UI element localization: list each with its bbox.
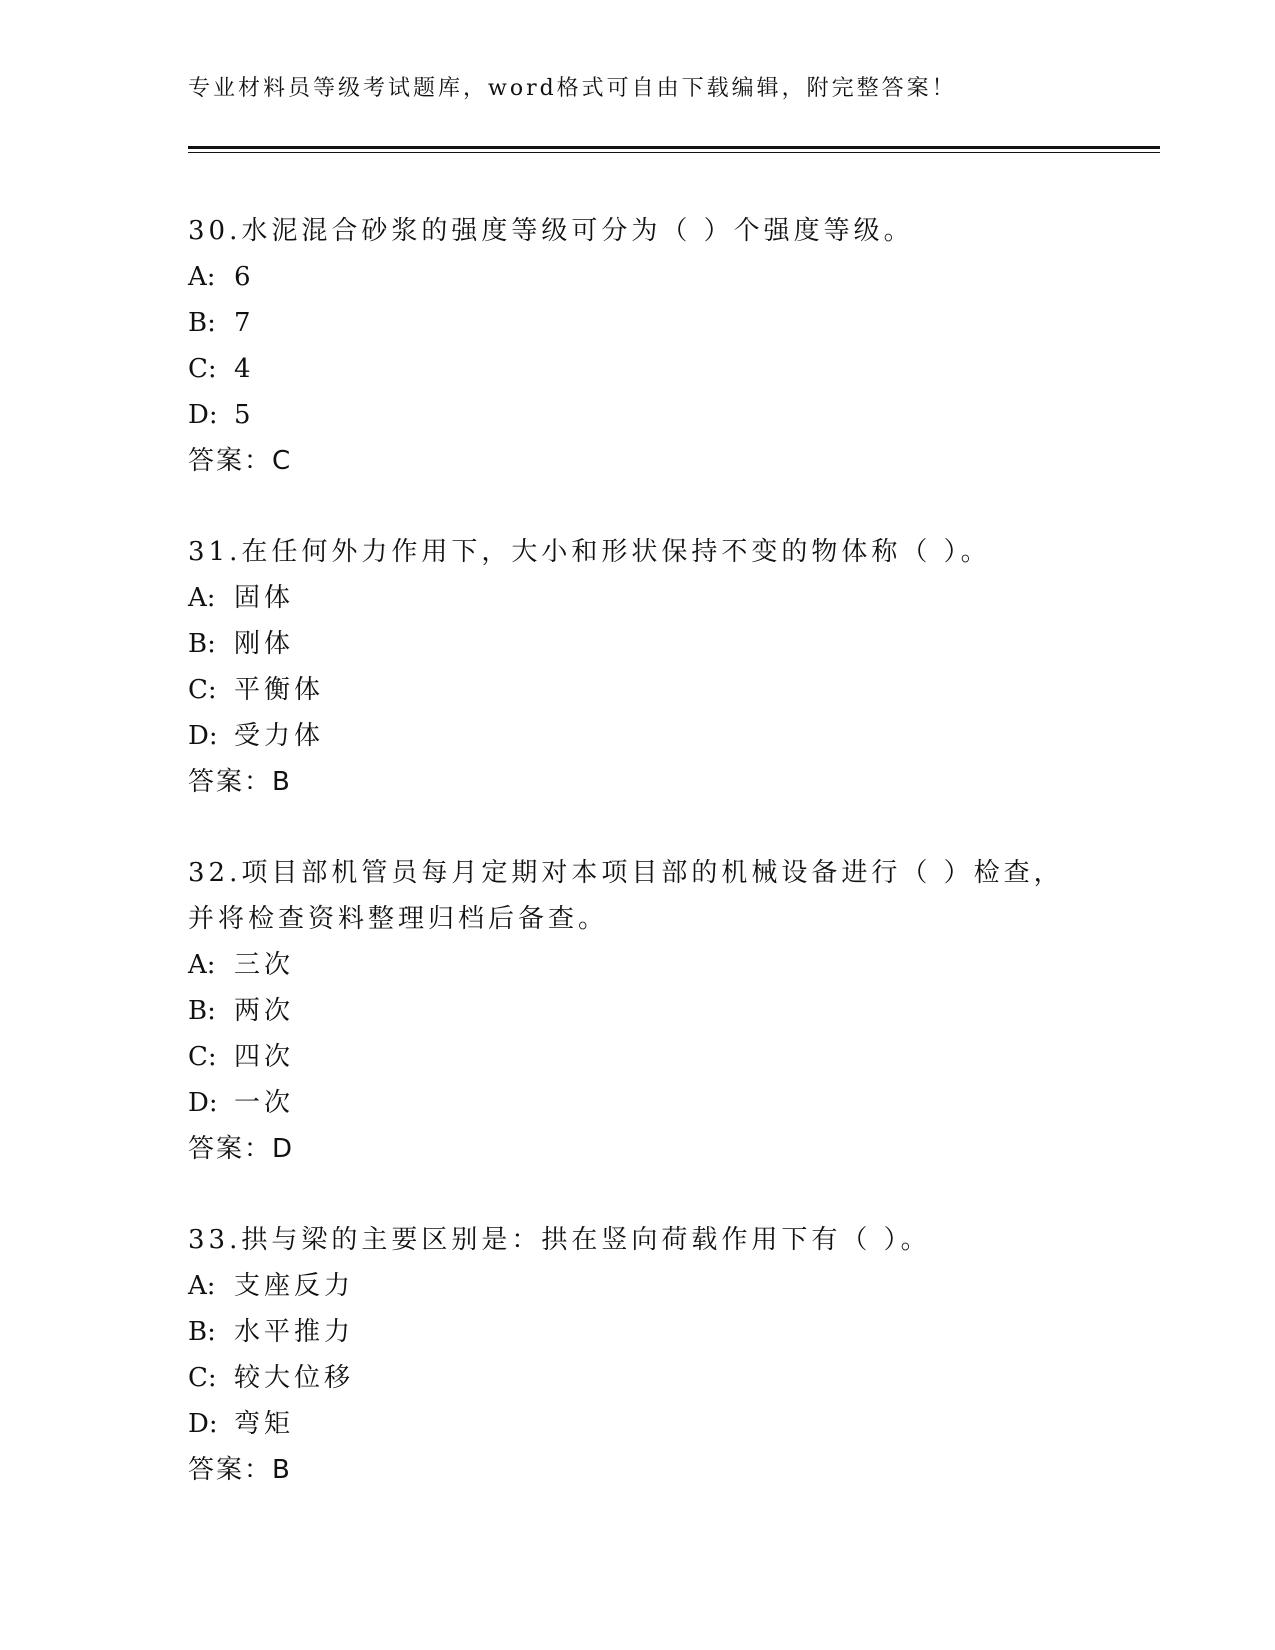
question-30 — [188, 208, 1088, 484]
option-c — [188, 346, 1088, 392]
option-text: 支座反力 — [234, 1271, 355, 1301]
question-list — [188, 208, 1088, 1538]
header-rule-thick — [188, 146, 1160, 149]
option-letter: B: — [188, 629, 216, 659]
option-text: 固体 — [234, 583, 295, 613]
option-d — [188, 1401, 1088, 1447]
question-text: 33.拱与梁的主要区别是：拱在竖向荷载作用下有（ ）。 — [188, 1225, 931, 1255]
answer: 答案：C — [188, 446, 293, 476]
answer: 答案：B — [188, 767, 292, 797]
option-letter: D: — [188, 721, 218, 751]
option-letter: C: — [188, 1042, 217, 1072]
option-d — [188, 713, 1088, 759]
option-d — [188, 1080, 1088, 1126]
option-a — [188, 575, 1088, 621]
option-text: 5 — [234, 400, 255, 430]
option-a — [188, 942, 1088, 988]
option-letter: C: — [188, 354, 217, 384]
option-a — [188, 1263, 1088, 1309]
option-text: 水平推力 — [234, 1317, 355, 1347]
option-text: 6 — [234, 262, 255, 292]
option-b — [188, 300, 1088, 346]
option-text: 一次 — [234, 1088, 295, 1118]
question-text: 32.项目部机管员每月定期对本项目部的机械设备进行（ ）检查，并将检查资料整理归档后备查。 — [188, 858, 1064, 934]
option-letter: A: — [188, 1271, 216, 1301]
question-31 — [188, 529, 1088, 805]
question-32 — [188, 850, 1088, 1172]
option-text: 平衡体 — [234, 675, 325, 705]
option-d — [188, 392, 1088, 438]
question-text: 31.在任何外力作用下，大小和形状保持不变的物体称（ ）。 — [188, 537, 991, 567]
option-letter: D: — [188, 1409, 218, 1439]
option-letter: B: — [188, 1317, 216, 1347]
option-text: 刚体 — [234, 629, 295, 659]
option-b — [188, 621, 1088, 667]
option-text: 4 — [234, 354, 255, 384]
answer: 答案：D — [188, 1134, 295, 1164]
option-text: 7 — [234, 308, 255, 338]
option-b — [188, 1309, 1088, 1355]
option-letter: A: — [188, 950, 216, 980]
option-letter: C: — [188, 1363, 217, 1393]
answer: 答案：B — [188, 1455, 292, 1485]
option-text: 受力体 — [234, 721, 325, 751]
question-text: 30.水泥混合砂浆的强度等级可分为（ ）个强度等级。 — [188, 216, 914, 246]
option-text: 四次 — [234, 1042, 295, 1072]
option-letter: B: — [188, 996, 216, 1026]
option-text: 弯矩 — [234, 1409, 295, 1439]
option-letter: A: — [188, 262, 216, 292]
option-c — [188, 1355, 1088, 1401]
option-a — [188, 254, 1088, 300]
option-text: 较大位移 — [234, 1363, 355, 1393]
option-text: 三次 — [234, 950, 295, 980]
header-rule-thin — [188, 152, 1160, 153]
option-letter: C: — [188, 675, 217, 705]
option-letter: A: — [188, 583, 216, 613]
page-header: 专业材料员等级考试题库，word格式可自由下载编辑，附完整答案！ — [188, 76, 957, 101]
option-b — [188, 988, 1088, 1034]
option-letter: B: — [188, 308, 216, 338]
option-letter: D: — [188, 400, 218, 430]
option-c — [188, 667, 1088, 713]
question-33 — [188, 1217, 1088, 1493]
option-letter: D: — [188, 1088, 218, 1118]
option-c — [188, 1034, 1088, 1080]
option-text: 两次 — [234, 996, 295, 1026]
